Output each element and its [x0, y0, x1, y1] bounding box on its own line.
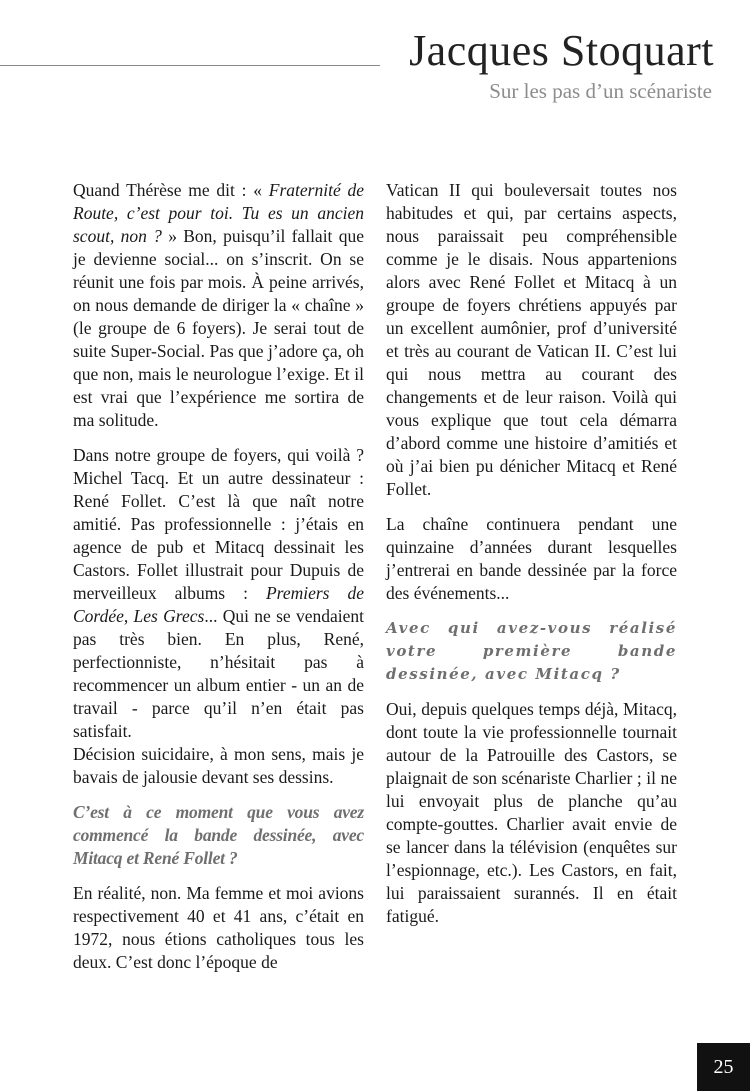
- page-subtitle: Sur les pas d’un scénariste: [489, 79, 712, 103]
- paragraph: En réalité, non. Ma femme et moi avions respectivement 40 et 41 ans, c’était en 1972, nous étions catholiques tous les deux. C’est donc l’époque de: [73, 883, 364, 972]
- paragraph: Quand Thérèse me dit : « Fraternité de Route, c’est pour toi. Tu es un ancien scout, non ? » Bon, puisqu’il fallait que je devienne social... on s’inscrit. On se réunit une fois par mois. À peine arrivés, on nous demande de diriger la « chaîne » (le groupe de 6 foyers). Je serai tout de suite Super-Social. Pas que j’adore ça, oh que non, mais le neurologue l’exige. Et il est vrai que l’expérience me sortira de ma solitude.: [73, 180, 364, 430]
- paragraph: Dans notre groupe de foyers, qui voilà ? Michel Tacq. Et un autre dessinateur : René Follet. C’est là que naît notre amitié. Pas professionnelle : j’étais en agence de pub et Mitacq dessinait les Castors. Follet illustrait pour Dupuis de merveilleux albums : Premiers de Cordée, Les Grecs... Qui ne se vendaient pas très bien. En plus, René, perfectionniste, n’hésitait pas à recommencer un album entier - un an de travail - parce qu’il n’en était pas satisfait.: [73, 445, 364, 741]
- paragraph: Décision suicidaire, à mon sens, mais je bavais de jalousie devant ses dessins.: [73, 744, 364, 787]
- paragraph: Oui, depuis quelques temps déjà, Mitacq, dont toute la vie professionnelle tournait autour de la Patrouille des Castors, se plaignait de son scénariste Charlier ; il ne lui envoyait plus de planche qu’au compte-gouttes. Charlier avait envie de se lancer dans la télévision (enquêtes sur l’espionnage, etc.). Les Castors, en fait, lui paraissaient surannés. Il en était fatigué.: [386, 699, 677, 926]
- interview-question: C’est à ce moment que vous avez commencé la bande dessinée, avec Mitacq et René Follet ?: [73, 802, 364, 868]
- paragraph: La chaîne continuera pendant une quinzaine d’années durant lesquelles j’entrerai en bande dessinée par la force des événements...: [386, 514, 677, 603]
- page-title: Jacques Stoquart: [409, 26, 714, 75]
- right-column: [386, 179, 677, 940]
- left-column: [73, 179, 364, 986]
- paragraph: Vatican II qui bouleversait toutes nos habitudes et qui, par certains aspects, nous paraissait peu compréhensible comme je le disais. Nous appartenions alors avec René Follet et Mitacq à un groupe de foyers chrétiens appuyés par un excellent aumônier, prof d’université et très au courant de Vatican II. C’est lui qui nous mettra au courant des changements et de leur raison. Voilà qui vous explique que tout cela démarra d’abord comme une histoire d’amitiés et où j’ai bien pu dénicher Mitacq et René Follet.: [386, 180, 677, 499]
- interview-question: Avec qui avez-vous réalisé votre première bande dessinée, avec Mitacq ?: [386, 619, 677, 683]
- page-number: 25: [697, 1043, 750, 1091]
- header-rule: [0, 65, 380, 66]
